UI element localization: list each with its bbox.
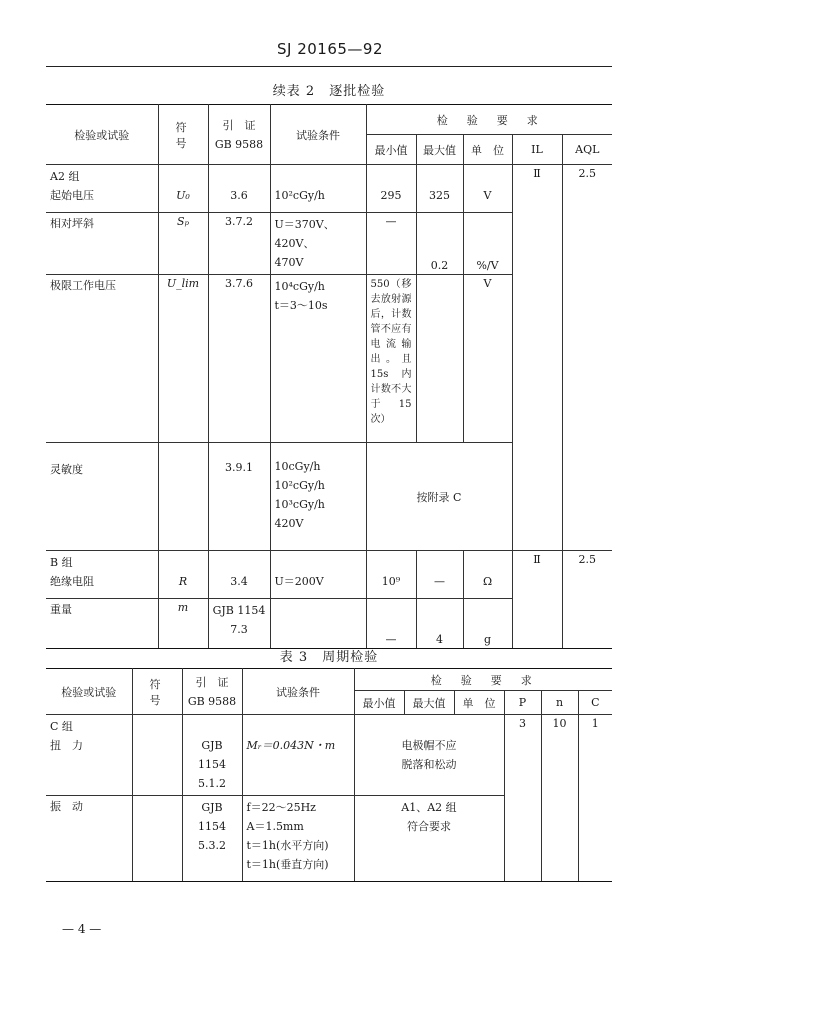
t3-header-min: 最小值 — [354, 691, 404, 715]
row-insulation-max: — — [416, 551, 463, 599]
header-requirements: 检 验 要 求 — [366, 105, 612, 135]
row-insulation-ref: 3.4 — [208, 551, 270, 599]
header-max: 最大值 — [416, 135, 463, 165]
row-insulation-name: B 组 绝缘电阻 — [46, 551, 158, 599]
row-weight-cond — [270, 599, 366, 649]
row-slope-unit: %/V — [463, 213, 512, 275]
row-insulation-unit: Ω — [463, 551, 512, 599]
row-slope-cond: U＝370V、420V、 470V — [270, 213, 366, 275]
t3-header-unit: 单 位 — [454, 691, 504, 715]
row-weight-unit: g — [463, 599, 512, 649]
t3-header-p: P — [504, 691, 541, 715]
row-insulation-symbol: R — [158, 551, 208, 599]
table3-periodic-inspection — [46, 668, 612, 882]
row-limit-voltage-symbol: U_lim — [158, 275, 208, 443]
row-start-voltage-min: 295 — [366, 165, 416, 213]
table-row — [46, 165, 612, 213]
table2-caption: 续表 2 逐批检验 — [272, 84, 386, 99]
row-vibration-symbol — [132, 796, 182, 882]
row-slope-name: 相对坪斜 — [46, 213, 158, 275]
table2-lot-inspection — [46, 104, 612, 649]
t3-header-symbol: 符 号 — [132, 669, 182, 715]
t3-header-item: 检验或试验 — [46, 669, 132, 715]
row-slope-ref: 3.7.2 — [208, 213, 270, 275]
row-limit-voltage-ref: 3.7.6 — [208, 275, 270, 443]
group-c-c: 1 — [578, 715, 612, 882]
row-limit-voltage-cond: 10⁴cGy/h t＝3～10s — [270, 275, 366, 443]
t3-header-c: C — [578, 691, 612, 715]
row-limit-voltage-min: 550（移去放射源后，计数管不应有电流输出。且 15s 内计数不大于 15 次） — [366, 275, 416, 443]
row-torque-symbol — [132, 715, 182, 796]
row-weight-ref: GJB 1154 7.3 — [208, 599, 270, 649]
header-rule — [46, 66, 612, 67]
group-b-aql: 2.5 — [562, 551, 612, 649]
row-start-voltage-max: 325 — [416, 165, 463, 213]
row-vibration-requirement: A1、A2 组 符合要求 — [354, 796, 504, 882]
header-il: IL — [512, 135, 562, 165]
row-vibration-cond: f＝22～25Hz A＝1.5mm t＝1h(水平方向) t＝1h(垂直方向) — [242, 796, 354, 882]
row-vibration-ref: GJB 1154 5.3.2 — [182, 796, 242, 882]
row-sensitivity-cond: 10cGy/h 10²cGy/h 10³cGy/h 420V — [270, 443, 366, 551]
t3-header-max: 最大值 — [404, 691, 454, 715]
row-slope-symbol: Sₚ — [158, 213, 208, 275]
row-torque-requirement: 电极帽不应 脱落和松动 — [354, 715, 504, 796]
row-start-voltage-symbol: U₀ — [158, 165, 208, 213]
page-number: — 4 — — [62, 922, 102, 936]
row-weight-name: 重量 — [46, 599, 158, 649]
group-c-n: 10 — [541, 715, 578, 882]
t3-header-n: n — [541, 691, 578, 715]
row-sensitivity-symbol — [158, 443, 208, 551]
header-conditions: 试验条件 — [270, 105, 366, 165]
row-start-voltage-unit: V — [463, 165, 512, 213]
group-a2-aql: 2.5 — [562, 165, 612, 551]
t3-header-reference: 引 证 GB 9588 — [182, 669, 242, 715]
row-limit-voltage-name: 极限工作电压 — [46, 275, 158, 443]
group-c-p: 3 — [504, 715, 541, 882]
header-symbol: 符 号 — [158, 105, 208, 165]
row-torque-cond: Mᵣ＝0.043N・m — [242, 715, 354, 796]
header-reference: 引 证 GB 9588 — [208, 105, 270, 165]
header-min: 最小值 — [366, 135, 416, 165]
row-sensitivity-ref: 3.9.1 — [208, 443, 270, 551]
row-slope-max: 0.2 — [416, 213, 463, 275]
row-weight-min: — — [366, 599, 416, 649]
row-limit-voltage-unit: V — [463, 275, 512, 443]
row-limit-voltage-max — [416, 275, 463, 443]
t3-header-requirements: 检 验 要 求 — [354, 669, 612, 691]
row-slope-min: — — [366, 213, 416, 275]
row-sensitivity-requirement: 按附录 C — [366, 443, 512, 551]
row-torque-name: C 组 扭 力 — [46, 715, 132, 796]
table-row — [46, 715, 612, 796]
row-weight-max: 4 — [416, 599, 463, 649]
row-insulation-cond: U＝200V — [270, 551, 366, 599]
group-b-il: Ⅱ — [512, 551, 562, 649]
table-row — [46, 551, 612, 599]
row-start-voltage-name: A2 组 起始电压 — [46, 165, 158, 213]
row-start-voltage-ref: 3.6 — [208, 165, 270, 213]
row-sensitivity-name: 灵敏度 — [46, 443, 158, 551]
t3-header-conditions: 试验条件 — [242, 669, 354, 715]
row-start-voltage-cond: 10²cGy/h — [270, 165, 366, 213]
document-code: SJ 20165—92 — [276, 40, 384, 58]
row-vibration-name: 振 动 — [46, 796, 132, 882]
row-torque-ref: GJB 1154 5.1.2 — [182, 715, 242, 796]
header-unit: 单 位 — [463, 135, 512, 165]
table3-caption: 表 3 周期检验 — [279, 650, 379, 665]
header-item: 检验或试验 — [46, 105, 158, 165]
row-weight-symbol: m — [158, 599, 208, 649]
row-insulation-min: 10⁹ — [366, 551, 416, 599]
group-a2-il: Ⅱ — [512, 165, 562, 551]
header-aql: AQL — [562, 135, 612, 165]
